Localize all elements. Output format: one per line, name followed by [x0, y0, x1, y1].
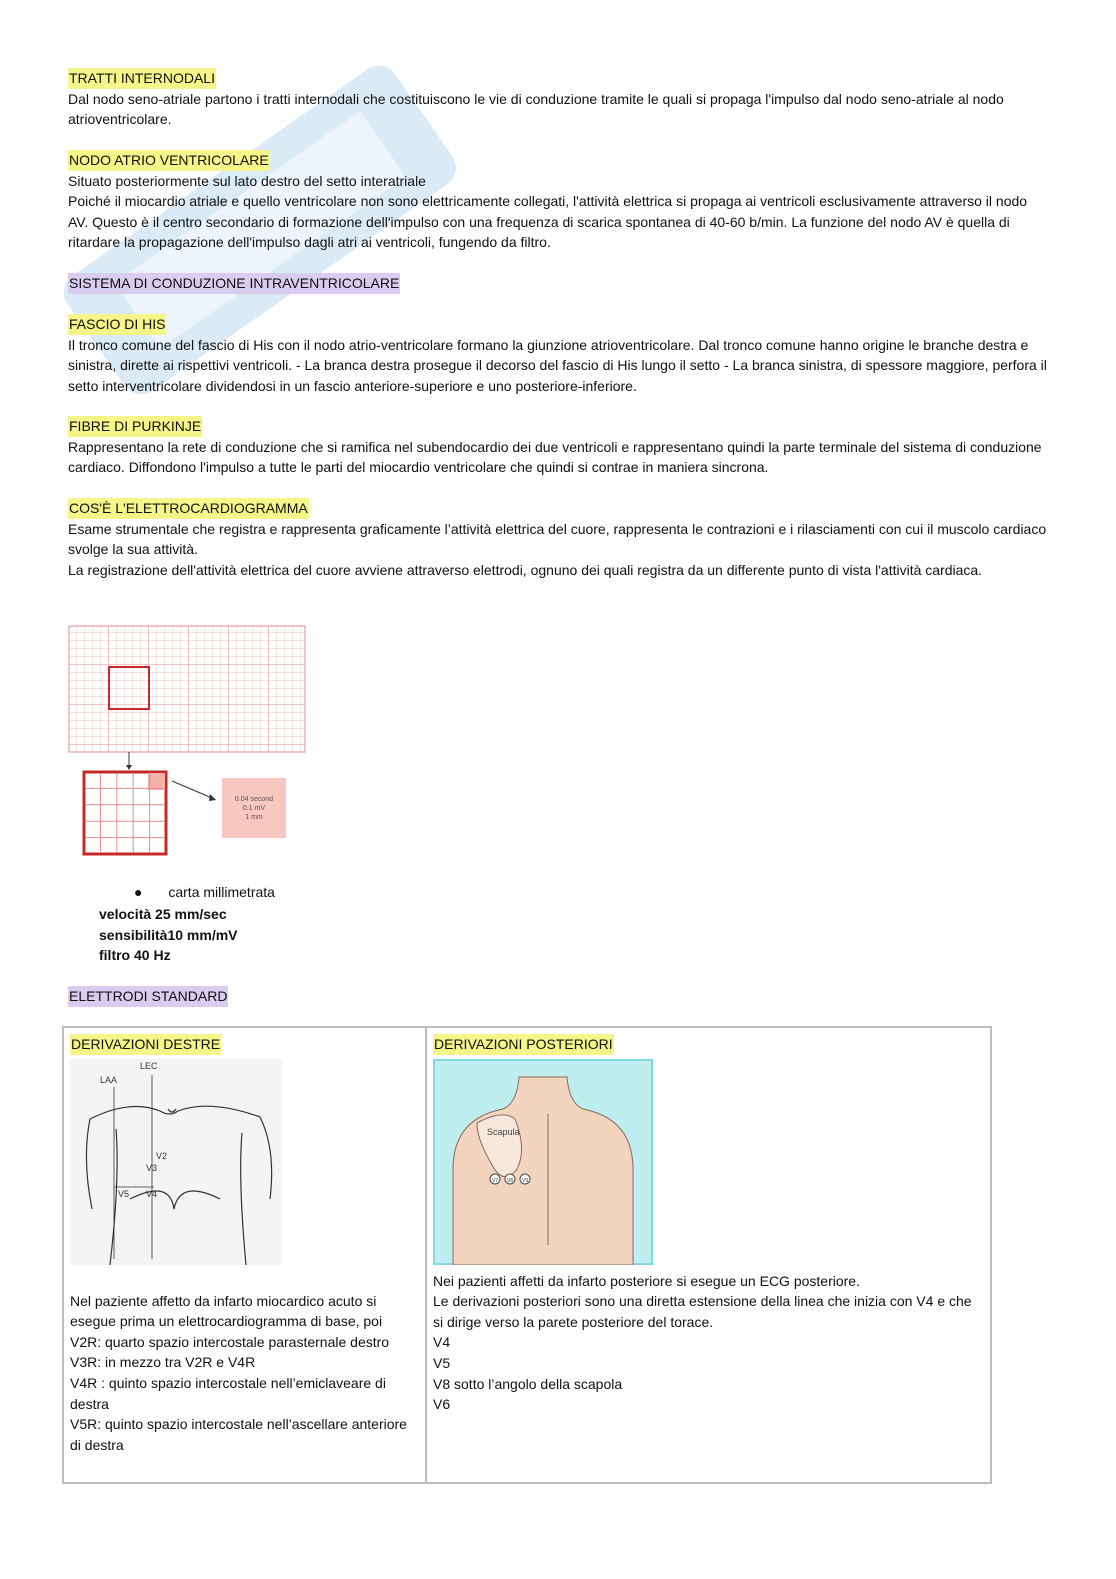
section-ecg	[68, 498, 1048, 580]
electrode-v8: V8	[506, 1177, 514, 1184]
posteriori-line-1: Nei pazienti affetti da infarto posteriore si esegue un ECG posteriore.	[433, 1272, 860, 1289]
paragraph-nodo-av-1: Situato posteriormente sul lato destro del setto interatriale	[68, 172, 426, 189]
label-v2: V2	[156, 1150, 168, 1161]
paragraph-ecg-2: La registrazione dell'attività elettrica del cuore avviene attraverso elettrodi, ognuno dei quali registra da un differente punto di vista l'attività cardiaca.	[68, 561, 983, 578]
paragraph-tratti-internodali: Dal nodo seno-atriale partono i tratti internodali che costituiscono le vie di conduzione tramite le quali si propaga l'impulso dal nodo seno-atriale al nodo atrioventricolare.	[68, 90, 1004, 128]
heading-fascio-his: FASCIO DI HIS	[68, 314, 166, 335]
heading-ecg: COS'È L'ELETTROCARDIOGRAMMA	[68, 498, 309, 519]
heading-purkinje: FIBRE DI PURKINJE	[68, 416, 202, 437]
section-elettrodi	[68, 986, 1048, 1007]
destre-line-2: V2R: quarto spazio intercostale parasternale destro	[70, 1333, 390, 1350]
section-nodo-av	[68, 150, 1048, 253]
posteriori-line-6: V6	[433, 1396, 451, 1413]
zoomed-square	[84, 772, 166, 854]
bullet-icon: ●	[134, 884, 143, 900]
paragraph-nodo-av-2: Poiché il miocardio atriale e quello ventricolare non sono elettricamente collegati, l'attività elettrica si propaga ai ventricoli esclusivamente attraverso il nodo AV. Questo è il centro secondario di formazione dell'impulso con una frequenza di scarica spontanea di 40-60 b/min. La funzione del nodo AV è quella di ritardare la propagazione dell'impulso dagli atri ai ventricoli, fungendo da filtro.	[68, 193, 1028, 251]
electrode-v9: V9	[521, 1177, 529, 1184]
heading-derivazioni-posteriori: DERIVAZIONI POSTERIORI	[433, 1034, 614, 1055]
bullet-item	[134, 884, 275, 900]
paragraph-purkinje: Rappresentano la rete di conduzione che si ramifica nel subendocardio dei due ventricoli e rappresentano quindi la parte terminale del sistema di conduzione cardiaco. Diffondono l'impulso a tutte le parti del miocardio ventricolare che quindi si contrae in maniera sincrona.	[68, 438, 1042, 476]
setting-speed: velocità 25 mm/sec	[99, 906, 227, 922]
section-fascio-his	[68, 314, 1048, 396]
destre-line-4: V4R : quinto spazio intercostale nell’emiclaveare di destra	[70, 1374, 386, 1412]
scale-label-voltage: 0.1 mV	[242, 805, 266, 812]
electrode-v7: V7	[491, 1177, 499, 1184]
side-arrow	[172, 781, 212, 798]
destre-line-5: V5R: quinto spazio intercostale nell’ascellare anteriore di destra	[70, 1416, 407, 1453]
label-v5: V5	[118, 1188, 130, 1199]
ecg-paper-figure	[68, 624, 308, 860]
paragraph-ecg-1: Esame strumentale che registra e rappresenta graficamente l’attività elettrica del cuore, rappresenta le contrazioni e i rilasciamenti con cui il muscolo cardiaco svolge la sua attività.	[68, 520, 1047, 558]
cell-derivazioni-posteriori	[426, 1027, 991, 1483]
cell-derivazioni-destre	[63, 1027, 426, 1483]
destre-line-1: Nel paziente affetto da infarto miocardico acuto si esegue prima un elettrocardiogramma di base, poi	[70, 1292, 383, 1330]
scale-label-time: 0.04 second	[234, 796, 274, 803]
setting-sensitivity: sensibilità10 mm/mV	[99, 926, 238, 943]
label-v4: V4	[146, 1188, 158, 1199]
paragraph-fascio-his: Il tronco comune del fascio di His con il nodo atrio-ventricolare formano la giunzione atrioventricolare. Dal tronco comune hanno origine le branche destra e sinistra, dirette ai rispettivi ventricoli. - La branca destra prosegue il decorso del fascio di His lungo il setto - La branca sinistra, di spessore maggiore, perfora il setto interventricolare dividendosi in un fascio anteriore-superiore e uno posteriore-inferiore.	[68, 336, 1047, 394]
destre-text	[70, 1291, 419, 1456]
heading-sistema-conduzione: SISTEMA DI CONDUZIONE INTRAVENTRICOLARE	[68, 273, 400, 294]
label-scapula: Scapula	[487, 1126, 520, 1137]
section-purkinje	[68, 416, 1048, 478]
label-laa: LAA	[100, 1074, 118, 1085]
label-v3: V3	[146, 1162, 158, 1173]
setting-filter: filtro 40 Hz	[99, 947, 171, 964]
posteriori-text	[433, 1271, 984, 1415]
down-arrowhead	[126, 765, 132, 770]
heading-elettrodi: ELETTRODI STANDARD	[68, 986, 228, 1007]
leads-table	[62, 1026, 992, 1484]
side-arrowhead	[209, 794, 216, 801]
ecg-grid	[69, 626, 305, 752]
back-diagram	[433, 1059, 653, 1265]
chest-diagram-front	[70, 1059, 282, 1265]
heading-tratti-internodali: TRATTI INTERNODALI	[68, 68, 216, 89]
section-tratti-internodali	[68, 68, 1048, 130]
heading-nodo-av: NODO ATRIO VENTRICOLARE	[68, 150, 270, 171]
section-sistema-conduzione	[68, 273, 1048, 294]
heading-derivazioni-destre: DERIVAZIONI DESTRE	[70, 1034, 221, 1055]
posteriori-line-5: V8 sotto l’angolo della scapola	[433, 1375, 623, 1392]
posteriori-line-4: V5	[433, 1354, 451, 1371]
posteriori-line-3: V4	[433, 1334, 451, 1351]
label-lec: LEC	[140, 1060, 158, 1071]
scale-label-mm: 1 mm	[245, 814, 263, 821]
posteriori-line-2: Le derivazioni posteriori sono una diretta estensione della linea che inizia con V4 e che si dirige verso la parete posteriore del torace.	[433, 1293, 972, 1330]
ecg-settings	[99, 904, 499, 966]
bullet-text: carta millimetrata	[168, 884, 275, 900]
destre-line-3: V3R: in mezzo tra V2R e V4R	[70, 1354, 256, 1371]
